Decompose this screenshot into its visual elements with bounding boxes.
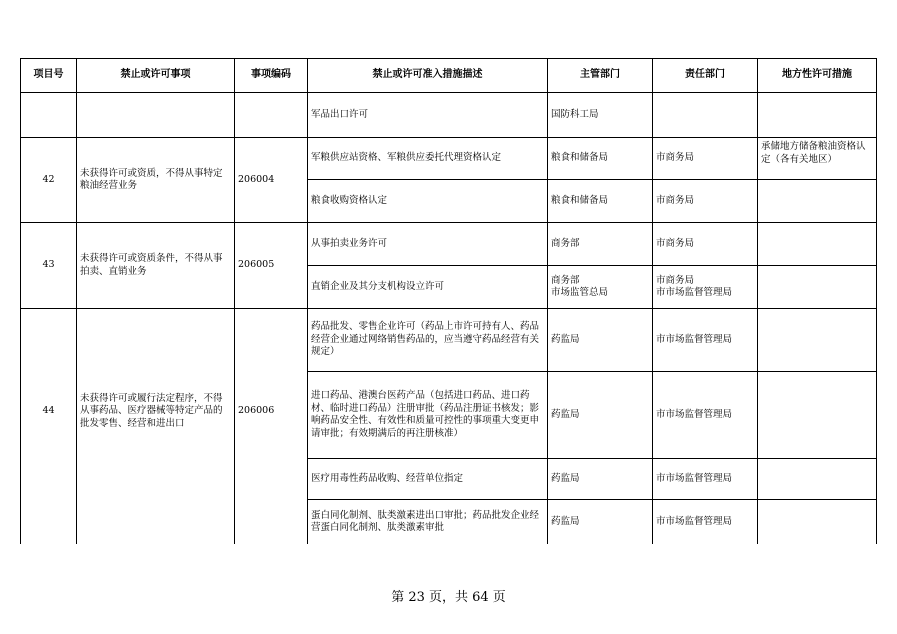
project-no: 42 [42,173,55,185]
row-responsible-dept: 市市场监督管理局 [656,333,733,345]
header-responsible-dept: 责任部门 [685,69,725,81]
permit-table [20,58,877,544]
item-text: 未获得许可或资质条件，不得从事拍卖、直销业务 [80,253,223,277]
row-competent-dept: 药监局 [551,515,580,527]
project-no: 43 [42,259,55,271]
item-code: 206006 [238,405,275,417]
row-competent-dept: 国防科工局 [551,108,599,120]
row-responsible-dept: 市商务局 [656,194,695,206]
page-number: 第 23 页，共 64 页 [391,590,506,605]
row-responsible-dept: 市商务局 [656,152,695,164]
header-local-measure: 地方性许可措施 [782,69,852,81]
item-code: 206004 [238,173,275,185]
row-description: 蛋白同化制剂、肽类激素进出口审批；药品批发企业经营蛋白同化制剂、肽类激素审批 [311,509,540,533]
header-description: 禁止或许可准入措施描述 [372,69,483,81]
row-description: 药品批发、零售企业许可（药品上市许可持有人、药品经营企业通过网络销售药品的，应当遵守药品经营有关规定） [311,321,540,358]
row-description: 军品出口许可 [311,108,369,120]
row-description: 进口药品、港澳台医药产品（包括进口药品、进口药材、临时进口药品）注册审批（药品注册证书核发；影响药品安全性、有效性和质量可控性的事项重大变更申请审批；有效期满后的再注册核准） [311,390,540,439]
row-description: 从事拍卖业务许可 [311,237,388,249]
row-description: 医疗用毒性药品收购、经营单位指定 [311,472,464,484]
header-item: 禁止或许可事项 [120,69,191,81]
row-responsible-dept: 市市场监督管理局 [656,408,733,420]
row-responsible-dept: 市商务局 市市场监督管理局 [656,274,733,298]
row-competent-dept: 粮食和储备局 [551,152,609,164]
row-competent-dept: 商务部 [551,237,580,249]
item-text: 未获得许可或资质，不得从事特定粮油经营业务 [80,167,223,191]
header-code: 事项编码 [251,69,291,81]
row-responsible-dept: 市商务局 [656,237,695,249]
row-description: 粮食收购资格认定 [311,194,388,206]
row-competent-dept: 药监局 [551,333,580,345]
row-competent-dept: 药监局 [551,408,580,420]
item-code: 206005 [238,259,275,271]
item-text: 未获得许可或履行法定程序，不得从事药品、医疗器械等特定产品的批发零售、经营和进出口 [80,392,223,429]
row-description: 直销企业及其分支机构设立许可 [311,280,445,292]
row-description: 军粮供应站资格、军粮供应委托代理资格认定 [311,152,502,164]
row-local-measure: 承储地方储备粮油资格认定（各有关地区） [761,141,866,165]
row-competent-dept: 药监局 [551,472,580,484]
header-project-no: 项目号 [33,69,64,81]
row-responsible-dept: 市市场监督管理局 [656,515,733,527]
header-competent-dept: 主管部门 [580,69,620,81]
project-no: 44 [42,405,55,417]
row-competent-dept: 商务部 市场监管总局 [551,274,609,298]
row-responsible-dept: 市市场监督管理局 [656,472,733,484]
row-competent-dept: 粮食和储备局 [551,194,609,206]
